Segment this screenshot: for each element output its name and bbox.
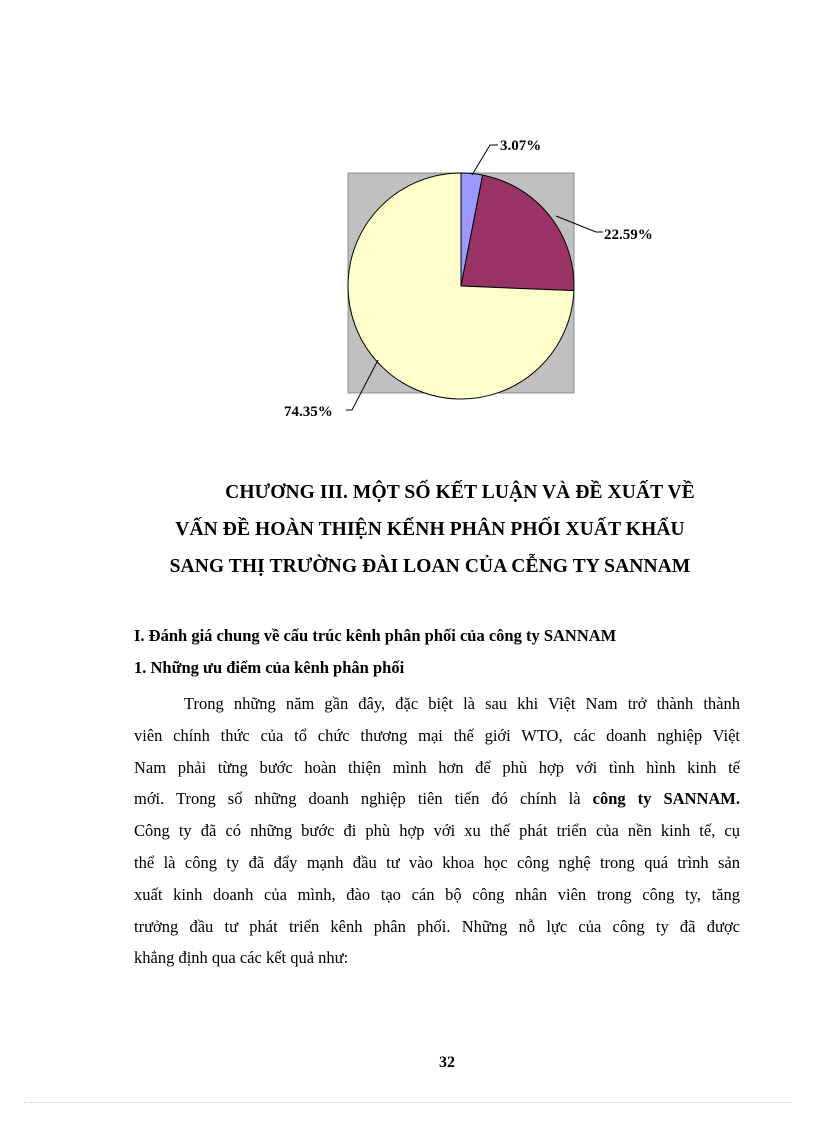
- section-heading: I. Đánh giá chung về cấu trúc kênh phân phối của công ty SANNAM: [134, 626, 617, 645]
- leader-line-1: [472, 145, 498, 175]
- data-label-3: 74.35%: [284, 404, 333, 420]
- pie-slices: [348, 173, 574, 399]
- pie-chart: [0, 0, 816, 440]
- page-number: 32: [439, 1054, 455, 1071]
- paragraph-line: thể là công ty đã đẩy mạnh đầu tư vào khoa học công nghệ trong quá trình sản: [134, 852, 740, 872]
- paragraph-line: trưởng đầu tư phát triển kênh phân phối. Những nỗ lực của công ty đã được: [134, 916, 740, 936]
- subsection-heading: 1. Những ưu điểm của kênh phân phối: [134, 658, 405, 677]
- paragraph-line-with-company: [134, 783, 740, 815]
- chapter-title-line-1: CHƯƠNG III. MỘT SỐ KẾT LUẬN VÀ ĐỀ XUẤT VỀ: [225, 482, 695, 503]
- paragraph-line: viên chính thức của tổ chức thương mại thế giới WTO, các doanh nghiệp Việt: [134, 725, 740, 745]
- page-bottom-rule: [24, 1102, 792, 1103]
- chapter-title-line-2: VẤN ĐỀ HOÀN THIỆN KẾNH PHÂN PHỐI XUẤT KHẨU: [175, 519, 685, 540]
- paragraph-line-text: mới. Trong số những doanh nghiệp tiên tiến đó chính là: [134, 789, 581, 809]
- paragraph-line: khẳng định qua các kết quả như:: [134, 948, 349, 968]
- body-paragraph: [134, 688, 740, 974]
- chapter-title: [130, 474, 730, 585]
- paragraph-line: xuất kinh doanh của mình, đào tạo cán bộ công nhân viên trong công ty, tăng: [134, 884, 740, 904]
- data-label-1: 3.07%: [500, 138, 542, 154]
- chapter-title-line-3: SANG THỊ TRƯỜNG ĐÀI LOAN CỦA CỄNG TY SANNAM: [169, 556, 691, 577]
- paragraph-line: Công ty đã có những bước đi phù hợp với xu thế phát triển của nền kinh tế, cụ: [134, 821, 740, 841]
- company-name-bold: công ty SANNAM.: [592, 789, 740, 809]
- paragraph-line: Trong những năm gần đây, đặc biệt là sau khi Việt Nam trở thành thành: [184, 694, 740, 713]
- paragraph-line: Nam phải từng bước hoàn thiện mình hơn để phù hợp với tình hình kinh tế: [134, 757, 740, 777]
- data-label-2: 22.59%: [604, 227, 653, 243]
